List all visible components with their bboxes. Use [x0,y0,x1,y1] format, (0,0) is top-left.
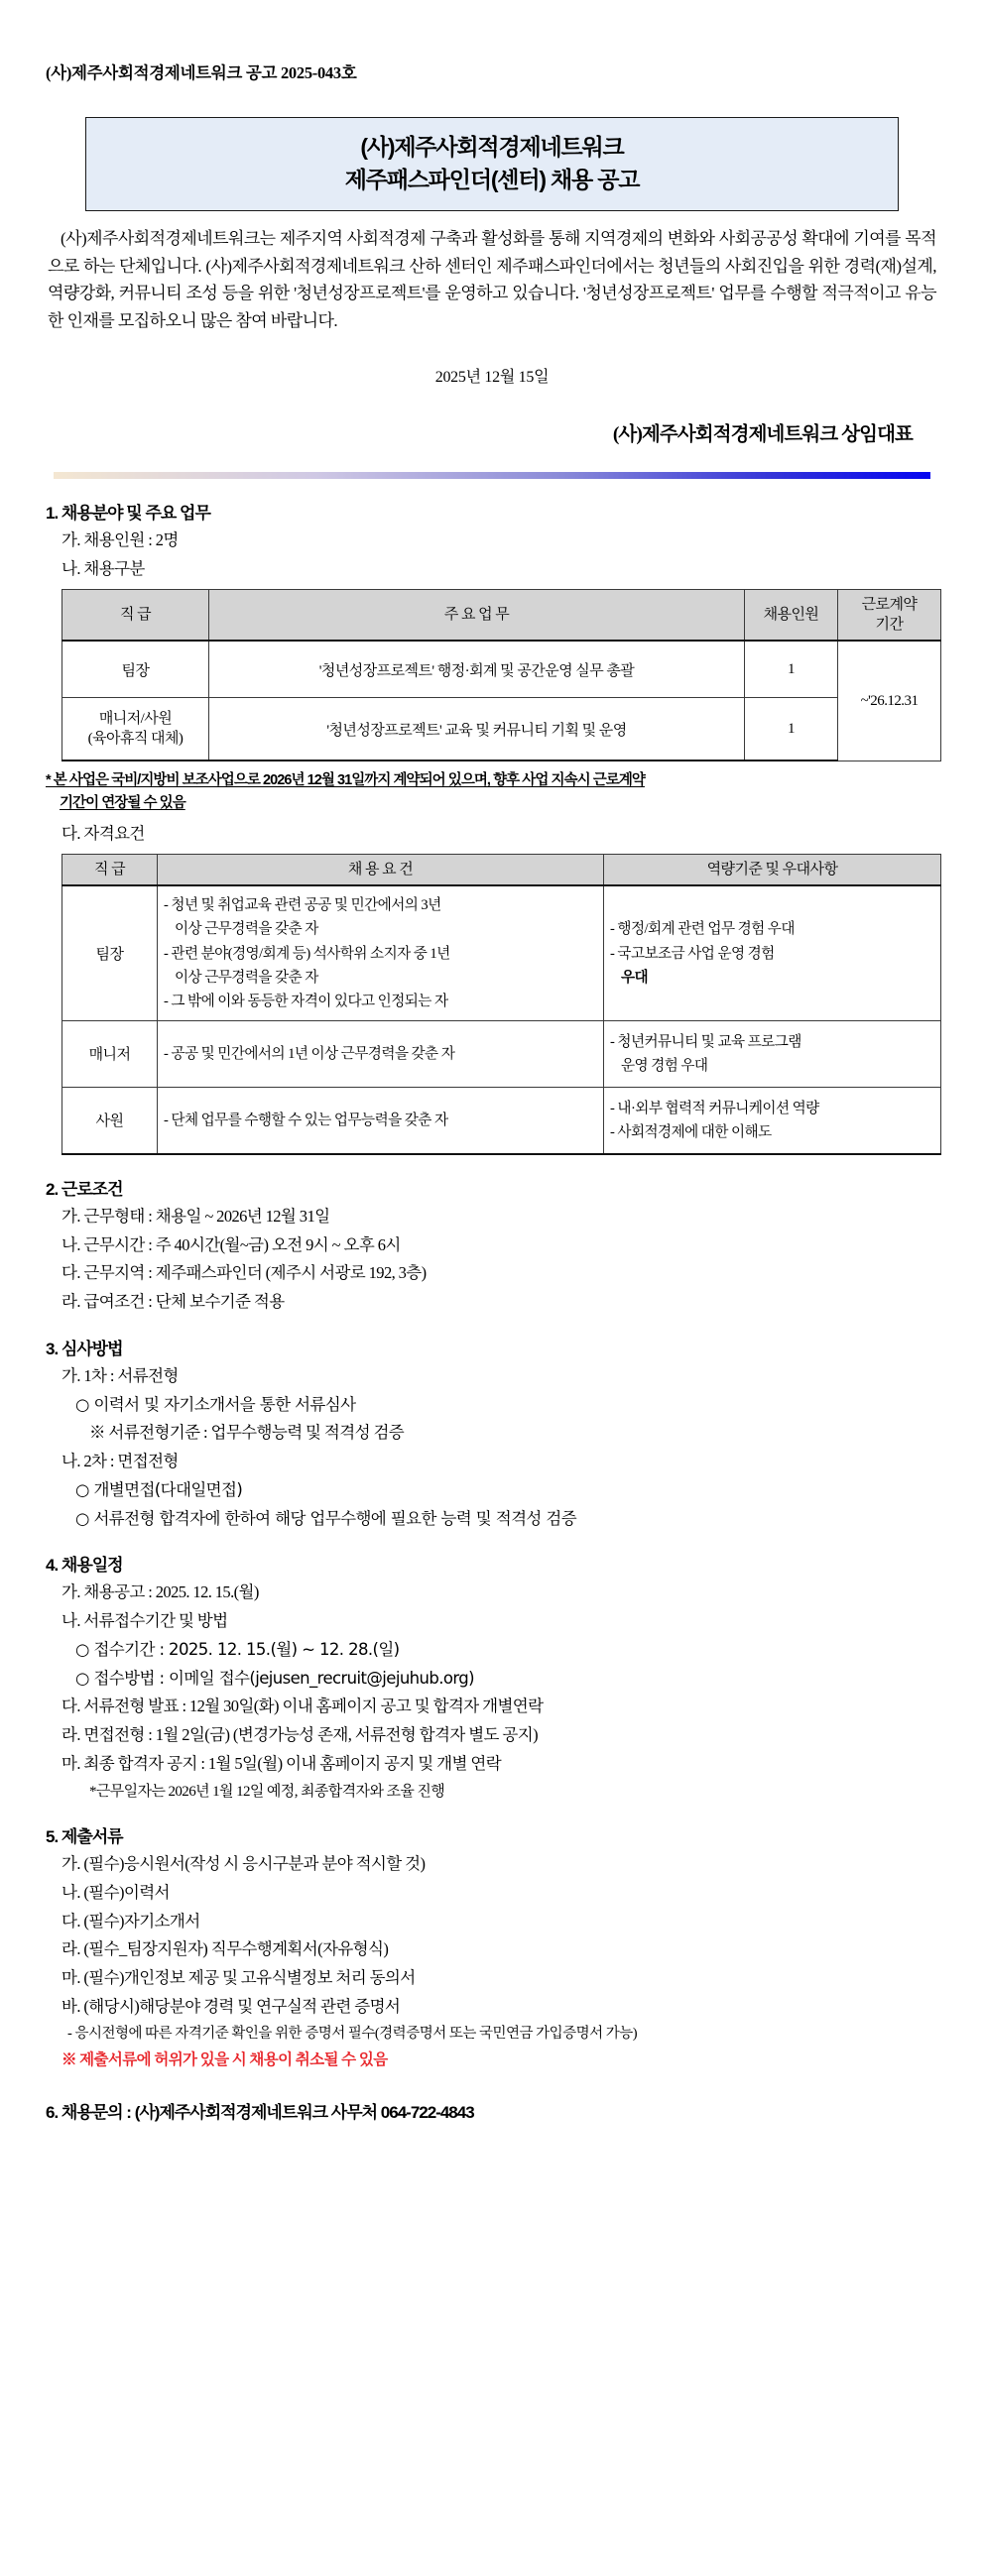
section-5-item-d: 라. (필수_팀장지원자) 직무수행계획서(자유형식) [62,1939,389,1959]
cell-rank [62,698,209,761]
section-4-item-e: 마. 최종 합격자 공지 : 1월 5일(월) 이내 홈페이지 공지 및 개별 연락 [62,1753,502,1773]
signatory: (사)제주사회적경제네트워크 상임대표 [612,424,913,446]
cell-count: 1 [745,641,838,698]
section-3-a-sub-1: ○ 이력서 및 자기소개서을 통한 서류심사 [75,1394,356,1414]
req-line: - 그 밖에 이와 동등한 자격이 있다고 인정되는 자 [164,993,448,1009]
req-line: - 공공 및 민간에서의 1년 이상 근무경력을 갖춘 자 [164,1045,455,1062]
contract-star-note-line2: 기간이 연장될 수 있음 [60,794,185,811]
section-5 [46,1822,938,2072]
section-2-item-c: 다. 근무지역 : 제주패스파인더 (제주시 서광로 192, 3층) [62,1263,427,1283]
section-1-title: 1. 채용분야 및 주요 업무 [46,504,210,524]
issue-date: 2025년 12월 15일 [434,369,550,387]
section-4-item-a: 가. 채용공고 : 2025. 12. 15.(월) [62,1582,259,1602]
section-4-b-sub-1: ○ 접수기간 : 2025. 12. 15.(월) ~ 12. 28.(일) [75,1639,400,1659]
contract-star-note [46,769,938,814]
table-header-row [62,589,941,641]
qualification-table-wrap [46,854,938,1155]
cell-rank: 팀장 [62,641,209,698]
recruitment-table [62,589,941,762]
table-row [62,1087,941,1154]
table-row [62,885,941,1020]
col-count: 채용인원 [745,589,838,641]
section-5-title: 5. 제출서류 [46,1827,123,1847]
col-contract-period-line1: 근로계약 [861,596,918,613]
section-3-item-b: 나. 2차 : 면접전형 [62,1452,179,1471]
section-6 [46,2098,938,2123]
req-line: 이상 근무경력을 갖춘 자 [175,921,318,938]
cell-requirements [158,1020,604,1087]
section-3-title: 3. 심사방법 [46,1339,123,1358]
cell-rank-main: 매니저/사원 [98,711,173,728]
section-4-e-note: *근무일자는 2026년 1월 12일 예정, 최종합격자와 조율 진행 [89,1783,445,1800]
section-4-item-c: 다. 서류전형 발표 : 12월 30일(화) 이내 홈페이지 공고 및 합격자 개별연락 [62,1697,544,1716]
section-3-item-a: 가. 1차 : 서류전형 [62,1365,179,1385]
section-5-item-c: 다. (필수)자기소개서 [62,1911,200,1931]
col-preferences: 역량기준 및 우대사항 [604,855,941,886]
section-5-item-f: 바. (해당시)해당분야 경력 및 연구실적 관련 증명서 [62,1996,401,2016]
section-4-item-d: 라. 면접전형 : 1월 2일(금) (변경가능성 존재, 서류전형 합격자 별도 공지) [62,1725,538,1745]
section-1 [46,499,938,1154]
section-1-item-c: 다. 자격요건 [62,824,145,844]
gradient-divider [54,472,930,479]
req-line: 이상 근무경력을 갖춘 자 [175,969,318,986]
section-4-b-sub-2: ○ 접수방법 : 이메일 접수(jejusen_recruit@jejuhub.org) [75,1668,475,1688]
cell-requirements [158,885,604,1020]
section-3-a-note: ※ 서류전형기준 : 업무수행능력 및 적격성 검증 [89,1423,405,1443]
table-header-row [62,855,941,886]
pref-line: - 청년커뮤니티 및 교육 프로그램 [610,1033,801,1050]
section-3 [46,1335,938,1532]
contract-star-note-line1: * 본 사업은 국비/지방비 보조사업으로 2026년 12월 31일까지 계약되어 있으며, 향후 사업 지속시 근로계약 [46,772,645,789]
cell-requirements [158,1087,604,1154]
pref-line: - 국고보조금 사업 운영 경험 [610,945,775,962]
section-2 [46,1175,938,1315]
section-1-item-b: 나. 채용구분 [62,559,145,579]
cell-count: 1 [745,698,838,761]
table-row [62,641,941,698]
col-rank: 직 급 [62,855,158,886]
table-row [62,1020,941,1087]
section-3-b-sub-2: ○ 서류전형 합격자에 한하여 해당 업무수행에 필요한 능력 및 적격성 검증 [75,1508,577,1528]
section-1-item-a: 가. 채용인원 : 2명 [62,530,179,550]
title-line-1: (사)제주사회적경제네트워크 [360,134,624,160]
section-2-item-d: 라. 급여조건 : 단체 보수기준 적용 [62,1292,285,1312]
document-number: (사)제주사회적경제네트워크 공고 2025-043호 [46,63,357,82]
col-contract-period [838,589,941,641]
cell-duty: '청년성장프로젝트' 행정·회계 및 공간운영 실무 총괄 [209,641,745,698]
pref-line: 우대 [621,969,649,986]
req-line: - 청년 및 취업교육 관련 공공 및 민간에서의 3년 [164,897,441,914]
table-row [62,698,941,761]
section-5-item-b: 나. (필수)이력서 [62,1882,170,1902]
section-3-b-sub-1: ○ 개별면접(다대일면접) [75,1479,243,1499]
section-2-item-b: 나. 근무시간 : 주 40시간(월~금) 오전 9시 ~ 오후 6시 [62,1234,401,1254]
req-line: - 관련 분야(경영/회계 등) 석사학위 소지자 중 1년 [164,945,450,962]
section-4-title: 4. 채용일정 [46,1556,123,1576]
cell-preferences [604,1020,941,1087]
section-5-item-e: 마. (필수)개인정보 제공 및 고유식별정보 처리 동의서 [62,1968,416,1988]
title-banner [85,117,899,211]
section-2-title: 2. 근로조건 [46,1179,123,1199]
section-5-item-a: 가. (필수)응시원서(작성 시 응시구분과 분야 적시할 것) [62,1854,426,1874]
pref-line: - 내·외부 협력적 커뮤니케이션 역량 [610,1100,819,1116]
intro-paragraph: (사)제주사회적경제네트워크는 제주지역 사회적경제 구축과 활성화를 통해 지역경제의 변화와 사회공공성 확대에 기여를 목적으로 하는 단체입니다. (사)제주사회적경제네트워크 산하 센터인 제주패스파인더에서는 청년들의 사회진입을 위한 경력(재)설계, 역량강화, 커뮤니티 조성 등을 위한 '청년성장프로젝트'를 운영하고 있습니다. '청년성장프로젝트' 업무를 수행할 적극적이고 유능한 인재를 모집하오니 많은 참여 바랍니다. [48,229,936,330]
cell-rank: 사원 [62,1087,158,1154]
cell-duty: '청년성장프로젝트' 교육 및 커뮤니티 기획 및 운영 [209,698,745,761]
section-5-note: - 응시전형에 따른 자격기준 확인을 위한 증명서 필수(경력증명서 또는 국민연금 가입증명서 가능) [67,2025,638,2042]
col-duty: 주 요 업 무 [209,589,745,641]
section-6-title: 6. 채용문의 : (사)제주사회적경제네트워크 사무처 064-722-4843 [46,2102,474,2122]
pref-line: - 사회적경제에 대한 이해도 [610,1123,772,1140]
col-requirements: 채 용 요 건 [158,855,604,886]
cell-rank: 매니저 [62,1020,158,1087]
col-rank: 직 급 [62,589,209,641]
cell-preferences [604,1087,941,1154]
cell-rank-sub: (육아휴직 대체) [87,731,184,748]
section-5-warning: ※ 제출서류에 허위가 있을 시 채용이 취소될 수 있음 [62,2051,388,2069]
section-4-item-b: 나. 서류접수기간 및 방법 [62,1611,228,1631]
cell-contract-period: ~'26.12.31 [838,641,941,761]
cell-rank: 팀장 [62,885,158,1020]
pref-line: 운영 경험 우대 [621,1057,708,1074]
qualification-table [62,854,941,1155]
pref-line: - 행정/회계 관련 업무 경험 우대 [610,921,795,938]
section-2-item-a: 가. 근무형태 : 채용일 ~ 2026년 12월 31일 [62,1206,330,1226]
title-line-2: 제주패스파인더(센터) 채용 공고 [344,166,640,192]
section-4 [46,1551,938,1803]
cell-preferences [604,885,941,1020]
col-contract-period-line2: 기간 [875,617,904,634]
req-line: - 단체 업무를 수행할 수 있는 업무능력을 갖춘 자 [164,1112,448,1128]
